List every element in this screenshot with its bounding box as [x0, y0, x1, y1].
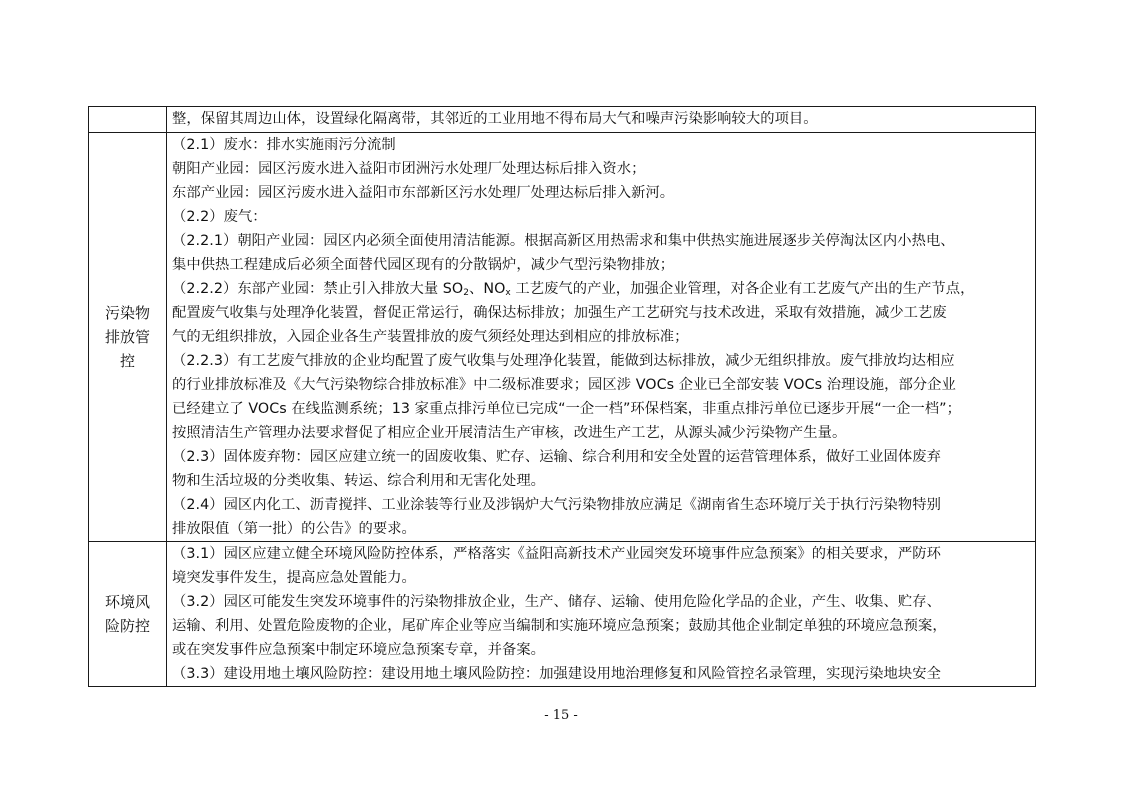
page-number: - 15 -: [544, 708, 578, 723]
text-line: 或在突发事件应急预案中制定环境应急预案专章，并备案。: [172, 642, 546, 658]
text-line: 东部产业园：园区污废水进入益阳市东部新区污水处理厂处理达标后排入新河。: [172, 185, 675, 201]
text-line: 配置废气收集与处理净化装置，督促正常运行，确保达标排放；加强生产工艺研究与技术改进，采取有效措施，减少工艺废: [172, 305, 947, 321]
text-line: 境突发事件发生，提高应急处置能力。: [172, 570, 416, 586]
text-line: 排放限值（第一批）的公告》的要求。: [172, 521, 416, 537]
text-line: 气的无组织排放，入园企业各生产装置排放的废气须经处理达到相应的排放标准；: [172, 329, 689, 345]
row-label-line: 控: [119, 352, 135, 370]
row-label-cell: [89, 107, 167, 133]
table-row: [89, 542, 1036, 687]
text-line: （2.2.3）有工艺废气排放的企业均配置了废气收集与处理净化装置，能做到达标排放，减少无组织排放。废气排放均达相应: [172, 353, 955, 369]
subscript: x: [505, 288, 511, 298]
table-row: [89, 133, 1036, 542]
text-line: 集中供热工程建成后必须全面替代园区现有的分散锅炉，减少气型污染物排放；: [172, 257, 675, 273]
row-label-line: 排放管: [104, 328, 150, 346]
text-line: 整，保留其周边山体，设置绿化隔离带，其邻近的工业用地不得布局大气和噪声污染影响较大的项目。: [172, 111, 818, 127]
row-label-cell: [89, 133, 167, 542]
text-line: （2.1）废水：排水实施雨污分流制: [172, 137, 396, 153]
row-content-cell: [167, 542, 1036, 687]
text-line: （2.4）园区内化工、沥青搅拌、工业涂装等行业及涉锅炉大气污染物排放应满足《湖南省生态环境厅关于执行污染物特别: [172, 497, 941, 513]
text-line: （2.3）固体废弃物：园区应建立统一的固废收集、贮存、运输、综合利用和安全处置的运营管理体系，做好工业固体废弃: [172, 449, 941, 465]
text-line: 物和生活垃圾的分类收集、转运、综合利用和无害化处理。: [172, 473, 546, 489]
text-line: （2.2.1）朝阳产业园：园区内必须全面使用清洁能源。根据高新区用热需求和集中供热实施进展逐步关停淘汰区内小热电、: [172, 233, 955, 249]
text-line: （3.2）园区可能发生突发环境事件的污染物排放企业，生产、储存、运输、使用危险化学品的企业，产生、收集、贮存、: [172, 594, 941, 610]
row-label-line: 污染物: [104, 304, 150, 322]
table-row: [89, 107, 1036, 133]
requirements-table: [88, 106, 1036, 687]
text-line: 朝阳产业园：园区污废水进入益阳市团洲污水处理厂处理达标后排入资水；: [172, 161, 646, 177]
text-line: （3.3）建设用地土壤风险防控：建设用地土壤风险防控：加强建设用地治理修复和风险管控名录管理，实现污染地块安全: [172, 666, 941, 682]
text-line: 的行业排放标准及《大气污染物综合排放标准》中二级标准要求；园区涉 VOCs 企业已全部安装 VOCs 治理设施，部分企业: [172, 377, 956, 393]
row-label-line: 环境风: [104, 593, 150, 611]
subscript: 2: [463, 288, 469, 298]
text-line: 已经建立了 VOCs 在线监测系统；13 家重点排污单位已完成“一企一档”环保档案，非重点排污单位已逐步开展“一企一档”；: [172, 401, 961, 417]
text-segment: 、NO: [468, 281, 506, 297]
text-line: 按照清洁生产管理办法要求督促了相应企业开展清洁生产审核，改进生产工艺，从源头减少污染物产生量。: [172, 425, 847, 441]
row-content-cell: [167, 107, 1036, 133]
text-line: 运输、利用、处置危险废物的企业，尾矿库企业等应当编制和实施环境应急预案；鼓励其他企业制定单独的环境应急预案，: [172, 618, 947, 634]
text-line-with-formula: [172, 277, 1031, 301]
row-content-cell: [167, 133, 1036, 542]
row-label-cell: [89, 542, 167, 687]
text-line: （3.1）园区应建立健全环境风险防控体系，严格落实《益阳高新技术产业园突发环境事件应急预案》的相关要求，严防环: [172, 546, 941, 562]
text-line: （2.2）废气：: [172, 209, 267, 225]
text-segment: 工艺废气的产业，加强企业管理，对各企业有工艺废气产出的生产节点，: [510, 281, 975, 297]
text-segment: （2.2.2）东部产业园：禁止引入排放大量 SO: [172, 281, 464, 297]
row-label-line: 险防控: [104, 617, 150, 635]
